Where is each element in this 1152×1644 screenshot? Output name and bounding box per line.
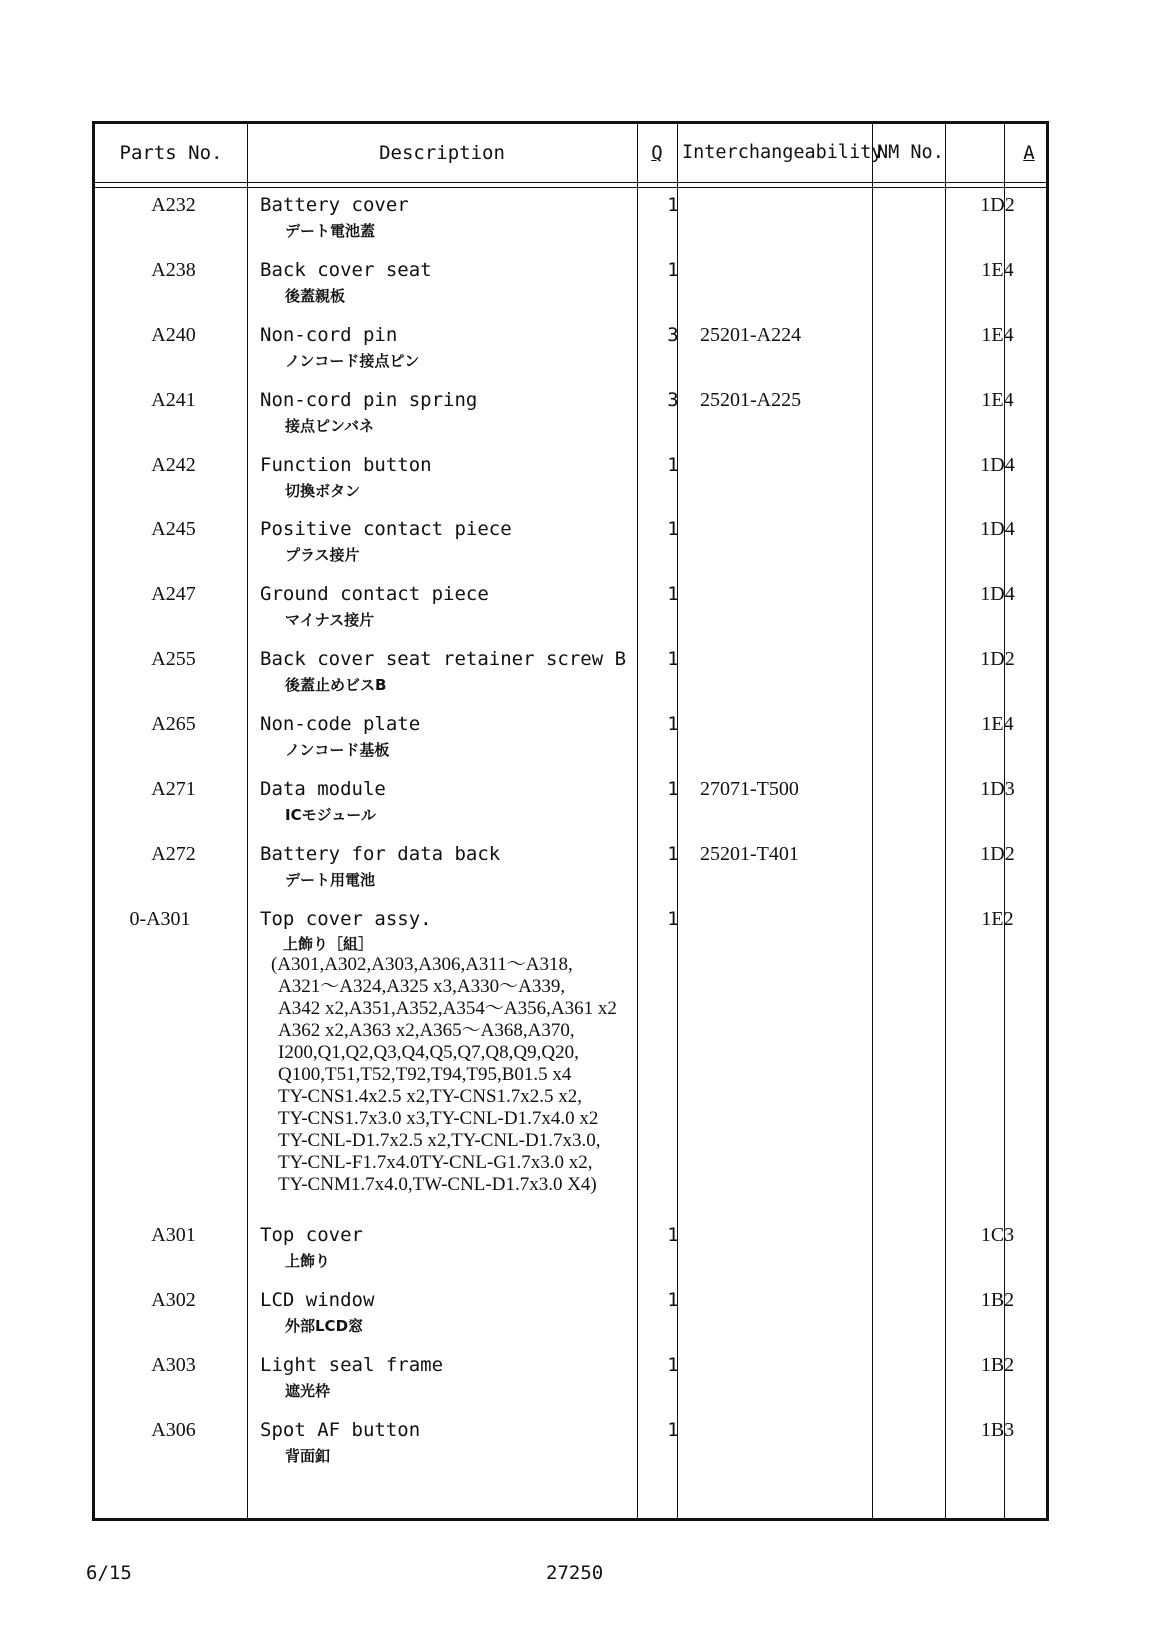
interchangeability: 25201-A224 (700, 324, 802, 346)
description-en: Spot AF button (260, 1419, 421, 1441)
interchangeability: 25201-T401 (700, 843, 799, 865)
quantity: 1 (667, 908, 679, 930)
description-en: Battery for data back (260, 843, 501, 865)
part-number: A232 (151, 194, 196, 216)
description-jp: 遮光枠 (285, 1382, 331, 1400)
header-rule (95, 182, 1046, 183)
part-number: A265 (151, 713, 196, 735)
quantity: 3 (667, 324, 679, 346)
location-ref: 1E2 (981, 908, 1014, 930)
part-number: A302 (151, 1289, 196, 1311)
column-divider (945, 124, 946, 1518)
part-number: A241 (151, 389, 196, 411)
description-jp: 上飾り (285, 1252, 331, 1270)
assy-contents-line: (A301,A302,A303,A306,A311〜A318, (271, 954, 573, 975)
part-number: A255 (151, 648, 196, 670)
description-jp: 切換ボタン (285, 482, 361, 500)
location-ref: 1E4 (981, 259, 1014, 281)
description-jp: ノンコード接点ピン (285, 352, 420, 370)
description-jp: プラス接片 (285, 546, 360, 564)
description-en: Non-cord pin (260, 324, 398, 346)
quantity: 1 (667, 713, 679, 735)
part-number: A306 (151, 1419, 196, 1441)
assy-contents-line: TY-CNL-F1.7x4.0TY-CNL-G1.7x3.0 x2, (278, 1152, 593, 1173)
description-en: Top cover (260, 1224, 363, 1246)
description-en: Non-code plate (260, 713, 421, 735)
header-nm-no: NM No. (877, 142, 944, 163)
description-en: Function button (260, 454, 432, 476)
quantity: 1 (667, 1289, 679, 1311)
quantity: 1 (667, 259, 679, 281)
location-ref: 1E4 (981, 389, 1014, 411)
assy-contents-line: TY-CNS1.7x3.0 x3,TY-CNL-D1.7x4.0 x2 (278, 1108, 599, 1129)
quantity: 1 (667, 1354, 679, 1376)
header-parts-no: Parts No. (119, 142, 223, 164)
part-number: A245 (151, 518, 196, 540)
column-divider (872, 124, 873, 1518)
description-jp: デート電池蓋 (285, 222, 376, 240)
assy-contents-line: I200,Q1,Q2,Q3,Q4,Q5,Q7,Q8,Q9,Q20, (278, 1042, 579, 1063)
part-number: A247 (151, 583, 196, 605)
quantity: 1 (667, 648, 679, 670)
description-jp: 背面釦 (285, 1447, 331, 1465)
assy-contents-line: A342 x2,A351,A352,A354〜A356,A361 x2 (278, 998, 617, 1019)
part-number: A272 (151, 843, 196, 865)
header-interchangeability: Interchangeability (682, 142, 883, 163)
description-jp: 後蓋止めビスB (285, 676, 387, 694)
header-rule (95, 187, 1046, 188)
quantity: 1 (667, 454, 679, 476)
interchangeability: 27071-T500 (700, 778, 799, 800)
location-ref: 1D4 (980, 583, 1015, 605)
quantity: 1 (667, 1224, 679, 1246)
description-en: Ground contact piece (260, 583, 489, 605)
location-ref: 1B3 (980, 1419, 1015, 1441)
location-ref: 1D2 (980, 648, 1015, 670)
location-ref: 1D3 (980, 778, 1015, 800)
assy-contents-line: TY-CNM1.7x4.0,TW-CNL-D1.7x3.0 X4) (278, 1174, 597, 1195)
assy-contents-line: TY-CNL-D1.7x2.5 x2,TY-CNL-D1.7x3.0, (278, 1130, 601, 1151)
description-jp: 外部LCD窓 (285, 1317, 364, 1335)
location-ref: 1E4 (981, 713, 1014, 735)
description-en: Back cover seat retainer screw B (260, 648, 627, 670)
part-number: 0-A301 (129, 908, 191, 930)
description-jp: マイナス接片 (285, 611, 375, 629)
description-en: Battery cover (260, 194, 409, 216)
location-ref: 1D2 (980, 194, 1015, 216)
location-ref: 1D4 (980, 454, 1015, 476)
location-ref: 1B2 (980, 1289, 1015, 1311)
part-number: A301 (151, 1224, 196, 1246)
description-jp: ICモジュール (285, 806, 376, 824)
page-number: 6/15 (86, 1562, 132, 1584)
document-number: 27250 (546, 1562, 604, 1584)
header-description: Description (379, 142, 505, 164)
header-a: A (1023, 142, 1035, 164)
quantity: 1 (667, 583, 679, 605)
quantity: 3 (667, 389, 679, 411)
description-en: Non-cord pin spring (260, 389, 478, 411)
parts-table (92, 121, 1049, 1521)
quantity: 1 (667, 778, 679, 800)
description-en: LCD window (260, 1289, 375, 1311)
location-ref: 1D2 (980, 843, 1015, 865)
part-number: A242 (151, 454, 196, 476)
quantity: 1 (667, 1419, 679, 1441)
description-jp: 上飾り［組］ (283, 935, 374, 953)
description-en: Top cover assy. (260, 908, 432, 930)
assy-contents-line: Q100,T51,T52,T92,T94,T95,B01.5 x4 (278, 1064, 572, 1085)
quantity: 1 (667, 843, 679, 865)
quantity: 1 (667, 194, 679, 216)
description-en: Light seal frame (260, 1354, 444, 1376)
description-jp: 接点ピンバネ (285, 417, 374, 435)
description-en: Positive contact piece (260, 518, 512, 540)
location-ref: 1B2 (980, 1354, 1015, 1376)
header-q: Q (651, 142, 663, 164)
location-ref: 1C3 (980, 1224, 1015, 1246)
part-number: A240 (151, 324, 196, 346)
part-number: A271 (151, 778, 196, 800)
assy-contents-line: A321〜A324,A325 x3,A330〜A339, (278, 976, 566, 997)
part-number: A238 (151, 259, 196, 281)
quantity: 1 (667, 518, 679, 540)
location-ref: 1D4 (980, 518, 1015, 540)
description-jp: 後蓋親板 (285, 287, 346, 305)
assy-contents-line: TY-CNS1.4x2.5 x2,TY-CNS1.7x2.5 x2, (278, 1086, 583, 1107)
description-en: Back cover seat (260, 259, 432, 281)
part-number: A303 (151, 1354, 196, 1376)
assy-contents-line: A362 x2,A363 x2,A365〜A368,A370, (278, 1020, 575, 1041)
column-divider (637, 124, 638, 1518)
description-jp: ノンコード基板 (285, 741, 390, 759)
interchangeability: 25201-A225 (700, 389, 802, 411)
description-jp: デート用電池 (285, 871, 376, 889)
description-en: Data module (260, 778, 386, 800)
location-ref: 1E4 (981, 324, 1014, 346)
